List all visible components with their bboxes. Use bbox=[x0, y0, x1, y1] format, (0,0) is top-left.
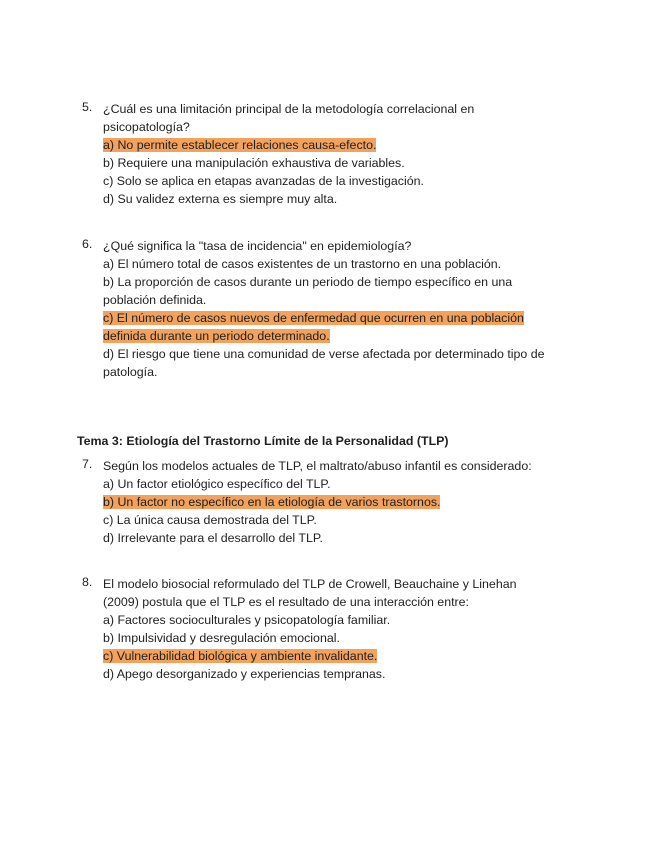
question-number: 5. bbox=[82, 100, 93, 114]
answer-option-a: a) Factores socioculturales y psicopatología familiar. bbox=[103, 613, 391, 627]
answer-option-b: b) La proporción de casos durante un periodo de tiempo específico en una bbox=[103, 275, 513, 289]
question-number: 6. bbox=[82, 237, 93, 251]
answer-option-c-highlighted: c) Vulnerabilidad biológica y ambiente invalidante. bbox=[103, 649, 378, 663]
answer-option-a: a) El número total de casos existentes de un trastorno en una población. bbox=[103, 257, 502, 271]
question-stem-line: Según los modelos actuales de TLP, el maltrato/abuso infantil es considerado: bbox=[103, 459, 532, 473]
answer-option-d: d) Su validez externa es siempre muy alta. bbox=[103, 192, 338, 206]
answer-option-d-cont: patología. bbox=[103, 365, 158, 379]
answer-option-d: d) El riesgo que tiene una comunidad de verse afectada por determinado tipo de bbox=[103, 347, 545, 361]
question-stem-line: ¿Cuál es una limitación principal de la metodología correlacional en bbox=[103, 102, 475, 116]
answer-option-d: d) Apego desorganizado y experiencias tempranas. bbox=[103, 667, 386, 681]
answer-option-d: d) Irrelevante para el desarrollo del TLP. bbox=[103, 531, 323, 545]
question-number: 8. bbox=[82, 575, 93, 589]
question-stem-line: (2009) postula que el TLP es el resultado de una interacción entre: bbox=[103, 595, 469, 609]
answer-option-c: c) La única causa demostrada del TLP. bbox=[103, 513, 317, 527]
answer-option-a-highlighted: a) No permite establecer relaciones causa-efecto. bbox=[103, 138, 377, 152]
answer-option-b-cont: población definida. bbox=[103, 293, 207, 307]
question-stem-line: psicopatología? bbox=[103, 120, 190, 134]
question-stem-line: ¿Qué significa la "tasa de incidencia" en epidemiología? bbox=[103, 239, 412, 253]
answer-option-b-highlighted: b) Un factor no específico en la etiología de varios trastornos. bbox=[103, 495, 441, 509]
answer-option-b: b) Requiere una manipulación exhaustiva de variables. bbox=[103, 156, 405, 170]
question-stem-line: El modelo biosocial reformulado del TLP de Crowell, Beauchaine y Linehan bbox=[103, 577, 517, 591]
question-number: 7. bbox=[82, 457, 93, 471]
answer-option-c-highlighted: c) El número de casos nuevos de enfermedad que ocurren en una población bbox=[103, 311, 524, 325]
answer-option-c: c) Solo se aplica en etapas avanzadas de la investigación. bbox=[103, 174, 424, 188]
answer-option-c-highlighted-cont: definida durante un periodo determinado. bbox=[103, 329, 330, 343]
answer-option-b: b) Impulsividad y desregulación emocional. bbox=[103, 631, 340, 645]
answer-option-a: a) Un factor etiológico específico del TLP. bbox=[103, 477, 331, 491]
section-title: Tema 3: Etiología del Trastorno Límite de la Personalidad (TLP) bbox=[77, 434, 449, 448]
